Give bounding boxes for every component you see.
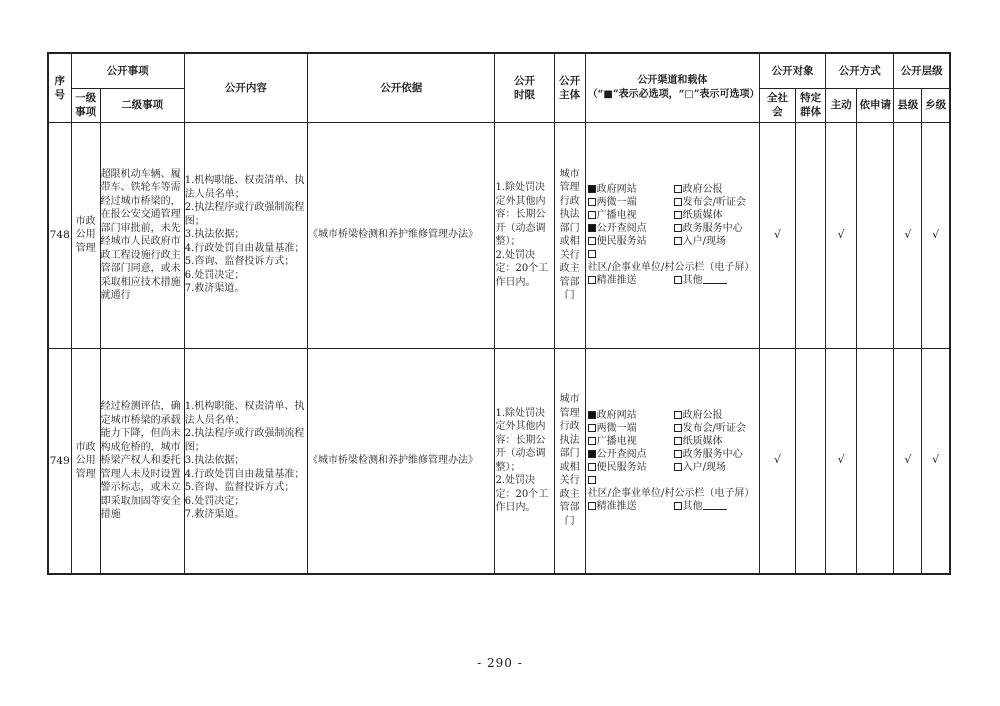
row-method-request (857, 122, 894, 348)
row-level-town: √ (922, 122, 950, 348)
row-channels (585, 348, 759, 574)
empty-box-icon (674, 502, 682, 510)
row-level2: 经过检测评估，确定城市桥梁的承载能力下降，但尚未构成危桥的，城市桥梁产权人和委托管理人未及时设置警示标志，或未立即采取加固等安全措施 (100, 348, 184, 574)
header-content: 公开内容 (184, 53, 307, 122)
empty-box-icon (674, 276, 682, 284)
checked-box-icon (588, 450, 596, 458)
row-content: 1.机构职能、权责清单、执法人员名单； 2.执法程序或行政强制流程图； 3.执法依据； 4.行政处罚自由裁量基准； 5.咨询、监督投诉方式； 6.处罚决定； 7.救济渠道。 (184, 348, 307, 574)
empty-box-icon (674, 437, 682, 445)
channel-option: 社区/企事业单位/村公示栏（电子屏） (588, 248, 760, 274)
channel-option: 两微一端 (588, 196, 674, 209)
empty-box-icon (674, 450, 682, 458)
empty-box-icon (674, 411, 682, 419)
empty-box-icon (588, 237, 596, 245)
row-target-all: √ (760, 348, 796, 574)
header-method: 公开方式 (826, 53, 894, 88)
checked-box-icon (588, 411, 596, 419)
channel-option: 其他 (674, 500, 760, 513)
empty-box-icon (674, 198, 682, 206)
empty-box-icon (674, 463, 682, 471)
table-row (48, 122, 950, 348)
channel-option: 社区/企事业单位/村公示栏（电子屏） (588, 474, 760, 500)
channel-option: 纸质媒体 (674, 209, 760, 222)
channel-option: 公开查阅点 (588, 448, 674, 461)
channel-option: 其他 (674, 274, 760, 287)
row-target-all: √ (760, 122, 796, 348)
channel-option: 便民服务站 (588, 461, 674, 474)
row-basis: 《城市桥梁检测和养护维修管理办法》 (308, 122, 495, 348)
header-level2: 二级事项 (100, 88, 184, 122)
header-target-specific: 特定群体 (796, 88, 826, 122)
row-channels (585, 122, 759, 348)
blank-underline (703, 500, 727, 510)
row-level-county: √ (894, 348, 922, 574)
channel-option: 公开查阅点 (588, 222, 674, 235)
empty-box-icon (588, 476, 596, 484)
channel-option: 广播电视 (588, 209, 674, 222)
header-target-all: 全社会 (760, 88, 796, 122)
channel-option: 政务服务中心 (674, 222, 760, 235)
row-time: 1.除处罚决定外其他内容：长期公开（动态调整）； 2.处罚决定：20个工作日内。 (495, 122, 554, 348)
channel-option: 广播电视 (588, 435, 674, 448)
empty-box-icon (674, 237, 682, 245)
disclosure-table-page (47, 52, 951, 575)
row-number: 749 (48, 348, 71, 574)
row-method-active: √ (826, 348, 857, 574)
blank-underline (703, 274, 727, 284)
header-subject: 公开主体 (554, 53, 585, 122)
empty-box-icon (588, 198, 596, 206)
channel-option: 精准推送 (588, 500, 674, 513)
channel-option: 政务服务中心 (674, 448, 760, 461)
empty-box-icon (588, 502, 596, 510)
channel-option: 纸质媒体 (674, 435, 760, 448)
row-level-town: √ (922, 348, 950, 574)
row-method-request (857, 348, 894, 574)
header-level: 公开层级 (894, 53, 950, 88)
channel-option: 政府公报 (674, 409, 760, 422)
header-level-town: 乡级 (922, 88, 950, 122)
channel-option: 两微一端 (588, 422, 674, 435)
table-row (48, 348, 950, 574)
empty-box-icon (588, 276, 596, 284)
row-content: 1.机构职能、权责清单、执法人员名单； 2.执法程序或行政强制流程图； 3.执法依据； 4.行政处罚自由裁量基准； 5.咨询、监督投诉方式； 6.处罚决定； 7.救济渠道。 (184, 122, 307, 348)
page-number: - 290 - (477, 656, 523, 670)
row-target-specific (796, 122, 826, 348)
channel-option: 政府网站 (588, 183, 674, 196)
empty-box-icon (674, 211, 682, 219)
empty-box-icon (588, 250, 596, 258)
row-level1: 市政公用管理 (71, 348, 100, 574)
row-level2: 超限机动车辆、履带车、铁轮车等需经过城市桥梁的，在报公安交通管理部门审批前，未先经城市人民政府市政工程设施行政主管部门同意，或未采取相应技术措施就通行 (100, 122, 184, 348)
header-channel-note: （“■”表示必选项，“□”表示可选项） (587, 88, 760, 100)
row-target-specific (796, 348, 826, 574)
row-time: 1.除处罚决定外其他内容：长期公开（动态调整）； 2.处罚决定：20个工作日内。 (495, 348, 554, 574)
header-method-request: 依申请 (857, 88, 894, 122)
channel-option: 入户/现场 (674, 235, 760, 248)
checked-box-icon (588, 185, 596, 193)
checked-box-icon (588, 224, 596, 232)
row-level1: 市政公用管理 (71, 122, 100, 348)
channel-option: 政府网站 (588, 409, 674, 422)
channel-option: 入户/现场 (674, 461, 760, 474)
header-level-county: 县级 (894, 88, 922, 122)
header-time: 公开时限 (495, 53, 554, 122)
empty-box-icon (588, 424, 596, 432)
row-subject: 城市管理行政执法部门或相关行政主管部门 (554, 348, 585, 574)
header-seq: 序号 (48, 53, 71, 122)
header-method-active: 主动 (826, 88, 857, 122)
channel-option: 精准推送 (588, 274, 674, 287)
empty-box-icon (588, 463, 596, 471)
header-items: 公开事项 (71, 53, 184, 88)
channel-option: 发布会/听证会 (674, 196, 760, 209)
empty-box-icon (674, 424, 682, 432)
row-method-active: √ (826, 122, 857, 348)
header-basis: 公开依据 (308, 53, 495, 122)
header-target: 公开对象 (760, 53, 826, 88)
empty-box-icon (674, 185, 682, 193)
channel-option: 便民服务站 (588, 235, 674, 248)
header-channel-title: 公开渠道和载体 (637, 75, 708, 87)
header-channel (585, 53, 759, 122)
row-number: 748 (48, 122, 71, 348)
empty-box-icon (674, 224, 682, 232)
disclosure-table (47, 52, 951, 575)
channel-option: 发布会/听证会 (674, 422, 760, 435)
channel-option: 政府公报 (674, 183, 760, 196)
header-level1: 一级事项 (71, 88, 100, 122)
row-basis: 《城市桥梁检测和养护维修管理办法》 (308, 348, 495, 574)
empty-box-icon (588, 211, 596, 219)
row-subject: 城市管理行政执法部门或相关行政主管部门 (554, 122, 585, 348)
empty-box-icon (588, 437, 596, 445)
row-level-county: √ (894, 122, 922, 348)
